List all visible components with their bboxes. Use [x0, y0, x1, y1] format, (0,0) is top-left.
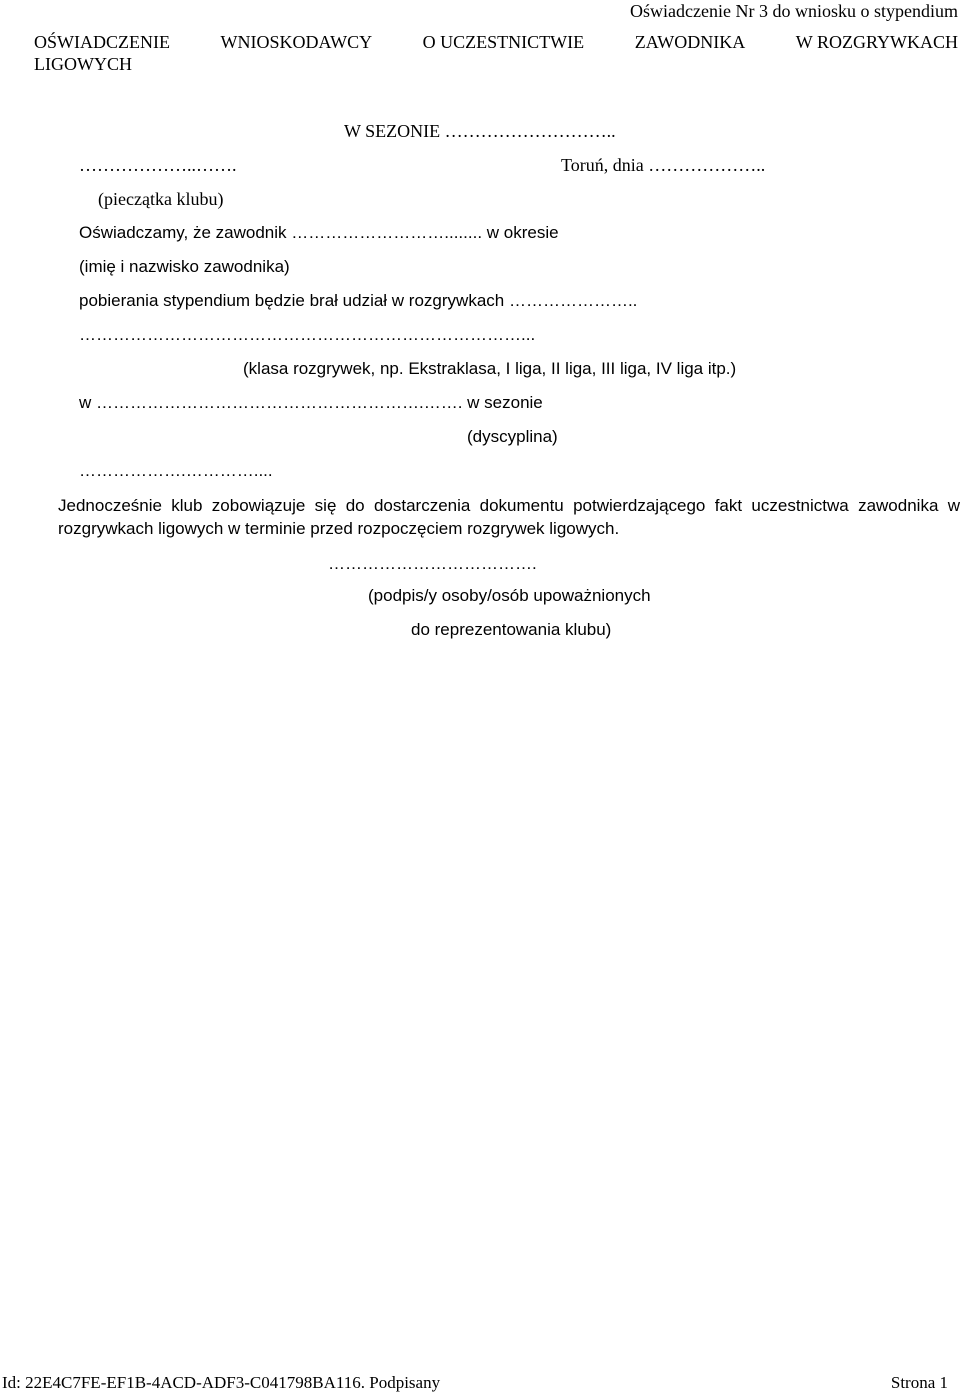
obligation-paragraph: Jednocześnie klub zobowiązuje się do dostarczenia dokumentu potwierdzającego fakt uczestnictwa zawodnika w rozgrywkach ligowych w terminie przed rozpoczęciem rozgrywek ligowych.: [58, 496, 960, 538]
footer-doc-id: Id: 22E4C7FE-EF1B-4ACD-ADF3-C041798BA116. Podpisany: [2, 1373, 441, 1392]
declare-line: Oświadczamy, że zawodnik ………………………........ w okresie: [79, 223, 559, 242]
season-dots: ……………….…………....: [79, 461, 273, 480]
stamp-label: (pieczątka klubu): [98, 189, 224, 209]
signature-label: (podpis/y osoby/osób upoważnionych: [368, 586, 651, 605]
title-word: W ROZGRYWKACH: [795, 32, 958, 52]
title-word: OŚWIADCZENIE: [34, 32, 170, 52]
season-line: W SEZONIE ………………………..: [344, 121, 616, 141]
class-dots: ……………………………………………………………………...: [79, 325, 536, 344]
class-label: (klasa rozgrywek, np. Ekstraklasa, I liga, II liga, III liga, IV liga itp.): [243, 359, 737, 378]
document-title-line2: LIGOWYCH: [34, 54, 132, 74]
stamp-dots: ………………..…….: [79, 155, 237, 175]
document-title: [34, 31, 958, 53]
name-label: (imię i nazwisko zawodnika): [79, 257, 290, 276]
signature-dots: ……………………………….: [328, 554, 537, 573]
discipline-line: w ………………………………………………….……. w sezonie: [79, 393, 543, 412]
attachment-note: Oświadczenie Nr 3 do wniosku o stypendium: [630, 1, 958, 21]
title-word: WNIOSKODAWCY: [220, 32, 373, 52]
discipline-label: (dyscyplina): [467, 427, 558, 446]
participation-line: pobierania stypendium będzie brał udział w rozgrywkach …………………..: [79, 291, 638, 310]
title-word: ZAWODNIKA: [634, 32, 746, 52]
footer-page-number: Strona 1: [890, 1373, 948, 1392]
signature-label-line2: do reprezentowania klubu): [411, 620, 612, 639]
place-date: Toruń, dnia ………………..: [561, 155, 766, 175]
title-word: O UCZESTNICTWIE: [422, 32, 585, 52]
